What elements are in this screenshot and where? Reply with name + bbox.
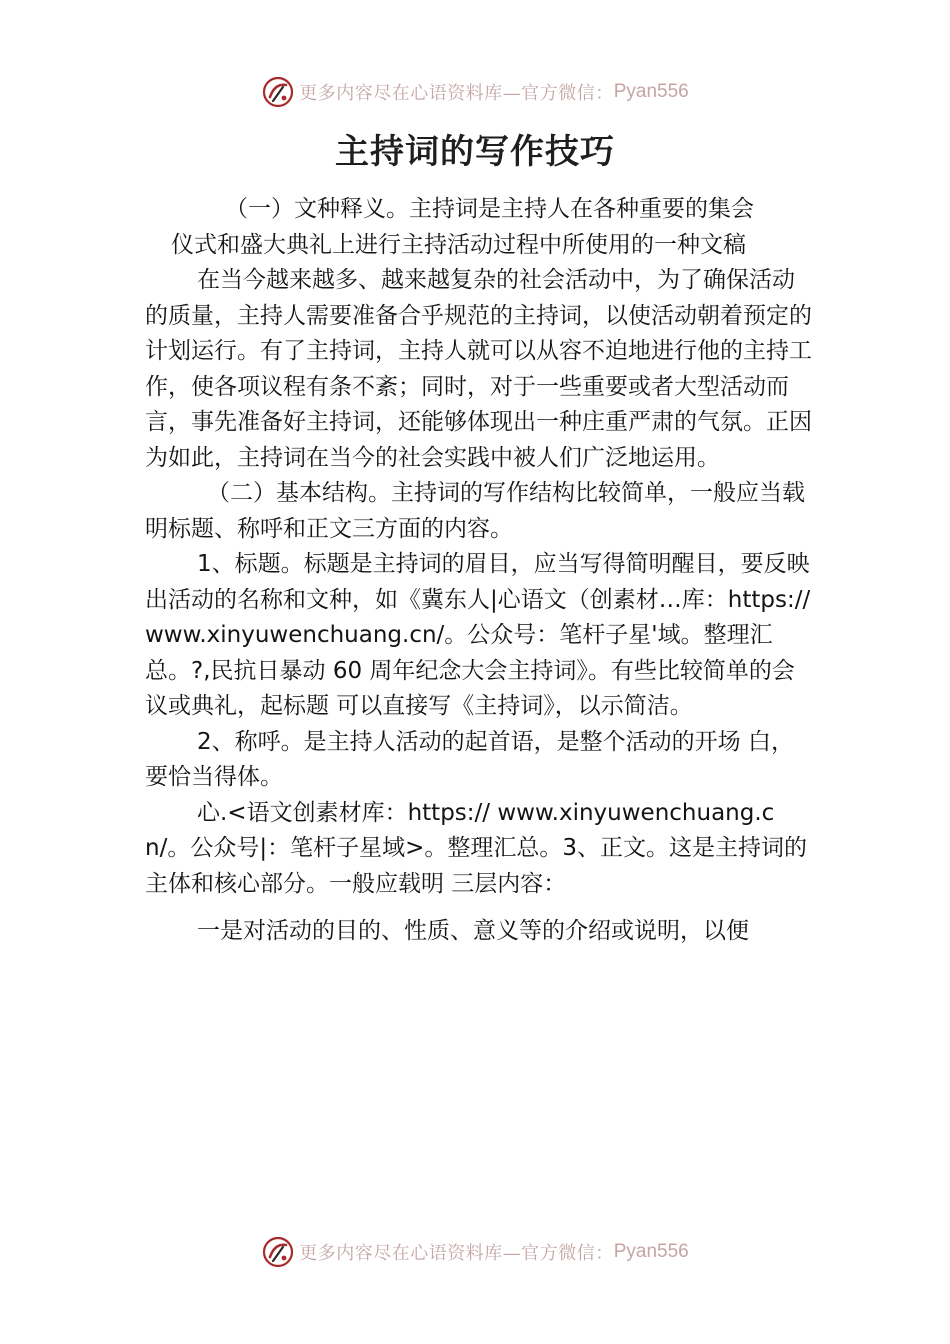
logo-icon <box>261 1235 295 1269</box>
watermark-banner-bottom <box>0 1232 950 1272</box>
paragraph-structure: （二）基本结构。主持词的写作结构比较简单，一般应当载明标题、称呼和正文三方面的内容。 <box>145 480 805 542</box>
paragraph-salutation: 2、称呼。是主持人活动的起首语，是整个活动的开场 白，要恰当得体。 <box>145 728 794 790</box>
watermark-banner-top <box>0 72 950 112</box>
watermark-text: 更多内容尽在心语资料库—官方微信： <box>299 83 614 104</box>
watermark-wechat-id: Pyan556 <box>613 1241 689 1262</box>
paragraph-definition-cont: 仪式和盛大典礼上进行主持活动过程中所使用的一种文稿 <box>171 231 746 258</box>
paragraph-main-text: 心.<语文创素材库：https:// www.xinyuwenchuang.cn/。公众号|：笔杆子星域>。整理汇总。3、正文。这是主持词的主体和核心部分。一般应载明 三层内容： <box>145 799 807 897</box>
watermark-text: 更多内容尽在心语资料库—官方微信： <box>299 1243 614 1264</box>
paragraph-purpose: 在当今越来越多、越来越复杂的社会活动中，为了确保活动的质量，主持人需要准备合乎规范的主持词，以使活动朝着预定的计划运行。有了主持词，主持人就可以从容不迫地进行他的主持工作，使各项议程有条不紊；同时，对于一些重要或者大型活动而言，事先准备好主持词，还能够体现出一种庄重严肃的气氛。正因为如此，主持词在当今的社会实践中被人们广泛地运用。 <box>145 267 812 471</box>
watermark-wechat-id: Pyan556 <box>613 81 689 102</box>
logo-icon <box>261 75 295 109</box>
document-body <box>145 192 813 950</box>
paragraph-title-section: 1、标题。标题是主持词的眉目，应当写得简明醒目，要反映出活动的名称和文种，如《冀东人|心语文（创素材…库：https://www.xinyuwenchuang.cn/。公众号：笔杆子星'域。整理汇总。?,民抗日暴动 60 周年纪念大会主持词》。有些比较简单的会议或典礼，起标题 可以直接写《主持词》，以示简洁。 <box>145 551 811 719</box>
paragraph-content-first: 一是对活动的目的、性质、意义等的介绍或说明，以便 <box>197 918 749 944</box>
paragraph-definition: （一）文种释义。主持词是主持人在各种重要的集会 <box>225 196 754 222</box>
document-title: 主持词的写作技巧 <box>335 132 615 172</box>
